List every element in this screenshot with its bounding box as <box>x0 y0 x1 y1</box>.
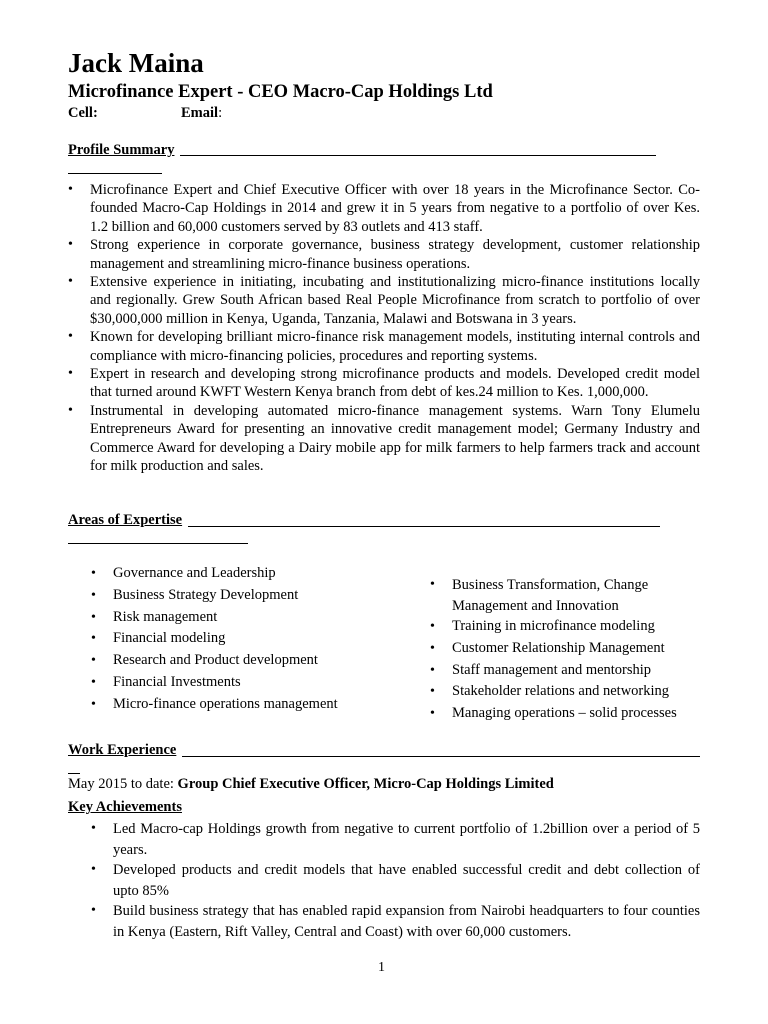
section-rule-short <box>68 173 162 174</box>
email-colon: : <box>218 105 223 121</box>
work-experience-heading: Work Experience <box>68 742 177 758</box>
expertise-list-left <box>91 563 411 716</box>
job-entry <box>68 775 554 793</box>
list-item: • Known for developing brilliant micro-finance risk management models, instituting internal controls and compliance with micro-financing policies, procedures and reporting systems. <box>68 328 700 365</box>
list-item: • Staff management and mentorship <box>430 660 710 682</box>
profile-summary-list <box>68 181 700 476</box>
expertise-heading: Areas of Expertise <box>68 512 183 528</box>
list-item: • Micro-finance operations management <box>91 694 411 716</box>
list-item: • Risk management <box>91 607 411 629</box>
list-item: • Business Strategy Development <box>91 585 411 607</box>
list-item: • Managing operations – solid processes <box>430 703 710 725</box>
list-item: • Expert in research and developing strong microfinance products and models. Developed credit model that turned around KWFT Western Kenya branch from debt of kes.24 million to Kes. 1,000,000. <box>68 365 700 402</box>
list-item: • Instrumental in developing automated micro-finance management systems. Warn Tony Elumelu Entrepreneurs Award for presenting an innovative credit management model; Germany Industry and Commerce Award for developing a Dairy mobile app for milk farmers to help farmers track and account for milk production and sales. <box>68 402 700 476</box>
section-rule <box>188 526 660 527</box>
key-achievements-heading: Key Achievements <box>68 799 182 815</box>
section-rule <box>182 756 700 757</box>
list-item: • Training in microfinance modeling <box>430 616 710 638</box>
job-date: May 2015 to date <box>68 776 170 792</box>
list-item: • Research and Product development <box>91 650 411 672</box>
job-separator: : <box>169 776 178 792</box>
list-item: • Led Macro-cap Holdings growth from negative to current portfolio of 1.2billion over a period of 5 years. <box>91 819 700 860</box>
list-item: • Business Transformation, Change Management and Innovation <box>430 575 710 616</box>
list-item: • Customer Relationship Management <box>430 638 710 660</box>
expertise-list-right <box>430 575 710 725</box>
page-number: 1 <box>378 960 385 975</box>
candidate-title: Microfinance Expert - CEO Macro-Cap Holdings Ltd <box>68 82 493 102</box>
email-field <box>181 104 222 122</box>
list-item: • Developed products and credit models that have enabled successful credit and debt collection of upto 85% <box>91 860 700 901</box>
section-rule-short <box>68 773 80 774</box>
list-item: • Financial modeling <box>91 628 411 650</box>
list-item: • Stakeholder relations and networking <box>430 681 710 703</box>
list-item: • Strong experience in corporate governance, business strategy development, customer relationship management and streamlining micro-finance business operations. <box>68 236 700 273</box>
profile-summary-heading: Profile Summary <box>68 142 175 158</box>
cell-label: Cell: <box>68 105 98 121</box>
section-rule <box>180 155 656 156</box>
list-item: • Extensive experience in initiating, incubating and institutionalizing micro-finance institutions locally and regionally. Grew South African based Real People Microfinance from scratch to portfolio of over $30,000,000 million in Kenya, Uganda, Tanzania, Malawi and Botswana in 3 years. <box>68 273 700 328</box>
email-label: Email <box>181 105 219 121</box>
list-item: • Governance and Leadership <box>91 563 411 585</box>
list-item: • Financial Investments <box>91 672 411 694</box>
contact-line <box>68 104 468 122</box>
candidate-name: Jack Maina <box>68 48 204 78</box>
list-item: • Microfinance Expert and Chief Executive Officer with over 18 years in the Microfinance Sector. Co-founded Macro-Cap Holdings in 2014 and grew it in 5 years from negative to a portfolio of over Kes. 1.2 billion and 60,000 customers served by 83 outlets and 413 staff. <box>68 181 700 236</box>
list-item: • Build business strategy that has enabled rapid expansion from Nairobi headquarters to four counties in Kenya (Eastern, Rift Valley, Central and Coast) with over 60,000 customers. <box>91 901 700 942</box>
section-rule-short <box>68 543 248 544</box>
achievements-list <box>91 819 700 942</box>
job-title: Group Chief Executive Officer, Micro-Cap Holdings Limited <box>177 776 554 792</box>
